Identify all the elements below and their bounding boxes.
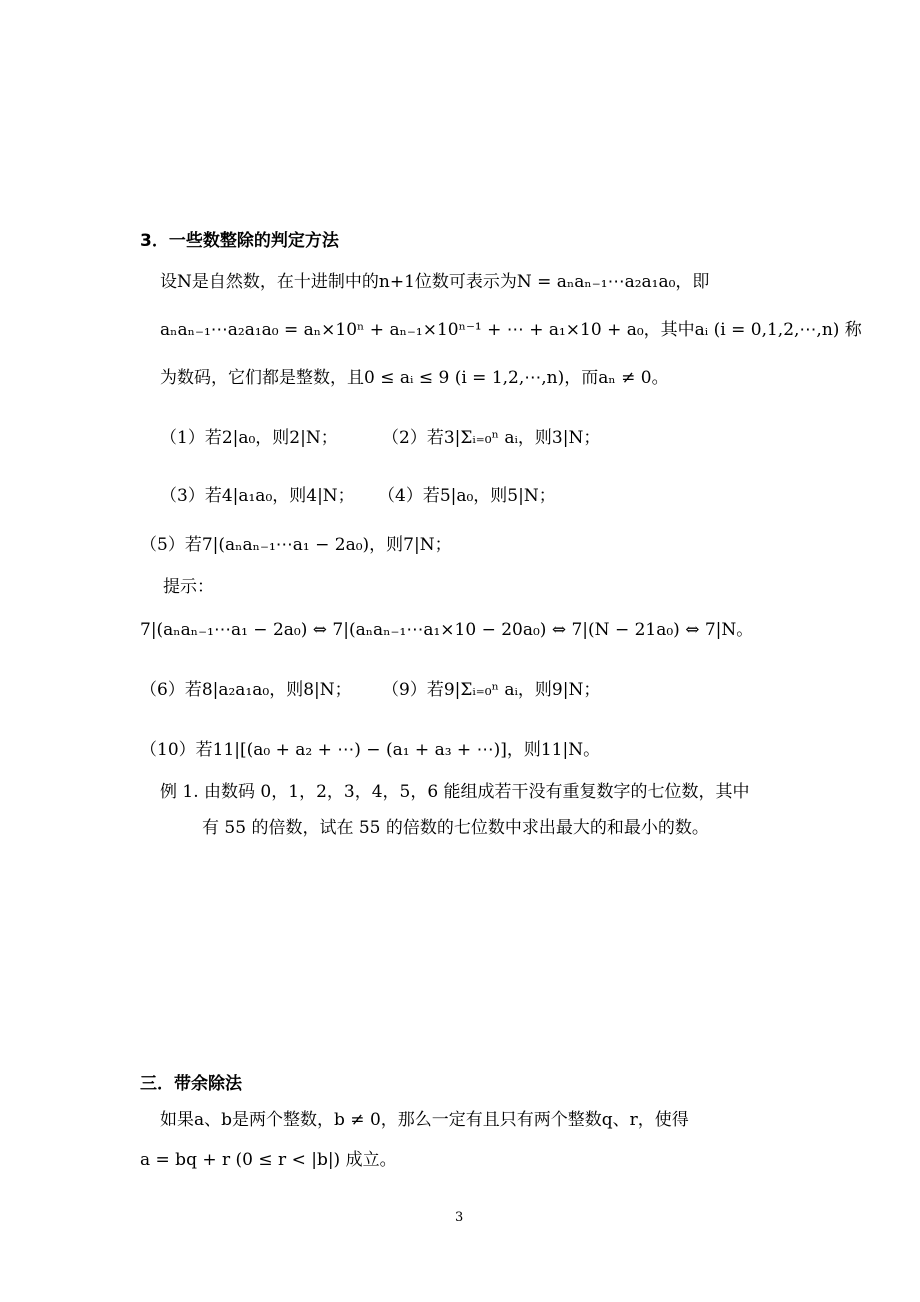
hint-formula: 7|(aₙaₙ₋₁⋯a₁ − 2a₀) ⇔ 7|(aₙaₙ₋₁⋯a₁×10 − 20a₀) ⇔ 7|(N − 21a₀) ⇔ 7|N。 xyxy=(140,620,754,640)
rule-2: （2）若3|Σᵢ₌₀ⁿ aᵢ，则3|N； xyxy=(382,428,601,448)
rule-3: （3）若4|a₁a₀，则4|N； xyxy=(160,486,355,506)
remainder-line-2: a = bq + r (0 ≤ r < |b|) 成立。 xyxy=(140,1150,397,1170)
rule-5: （5）若7|(aₙaₙ₋₁⋯a₁ − 2a₀)，则7|N； xyxy=(140,535,452,555)
intro-line-1: 设N是自然数，在十进制中的n+1位数可表示为N = aₙaₙ₋₁⋯a₂a₁a₀，即 xyxy=(160,272,710,292)
page-number: 3 xyxy=(455,1210,464,1225)
intro-line-3: 为数码，它们都是整数，且0 ≤ aᵢ ≤ 9 (i = 1,2,⋯,n)，而aₙ ≠ 0。 xyxy=(160,368,669,388)
hint-label: 提示： xyxy=(163,577,214,597)
rule-10: （10）若11|[(a₀ + a₂ + ⋯) − (a₁ + a₃ + ⋯)]，则11|N。 xyxy=(140,740,601,760)
rule-4: （4）若5|a₀，则5|N； xyxy=(378,486,556,506)
rule-1: （1）若2|a₀，则2|N； xyxy=(160,428,338,448)
example-line-2: 有 55 的倍数，试在 55 的倍数的七位数中求出最大的和最小的数。 xyxy=(202,818,709,838)
example-line-1: 例 1. 由数码 0，1，2，3，4，5，6 能组成若干没有重复数字的七位数，其中 xyxy=(160,782,750,802)
section-heading-divisibility: 3．一些数整除的判定方法 xyxy=(140,231,339,251)
section-heading-division-with-remainder: 三．带余除法 xyxy=(140,1074,242,1094)
remainder-line-1: 如果a、b是两个整数，b ≠ 0，那么一定有且只有两个整数q、r，使得 xyxy=(160,1110,689,1130)
rule-9: （9）若9|Σᵢ₌₀ⁿ aᵢ，则9|N； xyxy=(382,680,601,700)
rule-6: （6）若8|a₂a₁a₀，则8|N； xyxy=(140,680,352,700)
intro-line-2: aₙaₙ₋₁⋯a₂a₁a₀ = aₙ×10ⁿ + aₙ₋₁×10ⁿ⁻¹ + ⋯ + a₁×10 + a₀，其中aᵢ (i = 0,1,2,⋯,n) 称 xyxy=(160,320,862,340)
